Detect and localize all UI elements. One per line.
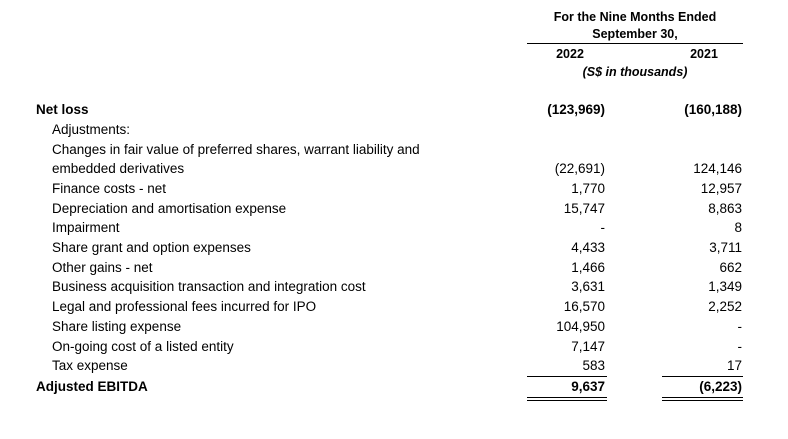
row-net-loss-2022: (123,969) xyxy=(547,102,605,117)
row-finance-costs-label: Finance costs - net xyxy=(52,181,167,196)
row-fair-value-2022: (22,691) xyxy=(554,161,605,176)
row-share-listing-2021: - xyxy=(737,319,742,334)
row-impairment-2022: - xyxy=(600,220,605,235)
period-title-line2: September 30, xyxy=(592,27,678,41)
units-label: (S$ in thousands) xyxy=(582,65,688,79)
row-adjusted-ebitda-2021: (6,223) xyxy=(699,379,742,394)
row-other-gains-2022: 1,466 xyxy=(571,260,605,275)
row-ongoing-cost-2021: - xyxy=(737,339,742,354)
row-other-gains-2021: 662 xyxy=(719,260,742,275)
subtotal-rule-2022 xyxy=(527,376,607,377)
total-double-rule-2022-b xyxy=(527,400,607,401)
row-fair-value-2021: 124,146 xyxy=(693,161,742,176)
row-ongoing-cost-label: On-going cost of a listed entity xyxy=(52,339,234,354)
year-2022-header: 2022 xyxy=(556,47,584,61)
total-double-rule-2021-a xyxy=(662,397,743,398)
row-share-listing-label: Share listing expense xyxy=(52,319,182,334)
row-depreciation-label: Depreciation and amortisation expense xyxy=(52,201,287,216)
row-impairment-label: Impairment xyxy=(52,220,120,235)
row-share-grant-2021: 3,711 xyxy=(709,240,742,255)
total-double-rule-2021-b xyxy=(662,400,743,401)
row-depreciation-2021: 8,863 xyxy=(708,201,742,216)
row-finance-costs-2021: 12,957 xyxy=(700,181,742,196)
period-title-line1: For the Nine Months Ended xyxy=(553,10,717,24)
row-legal-fees-label: Legal and professional fees incurred for IPO xyxy=(52,299,317,314)
row-business-acq-2022: 3,631 xyxy=(571,279,605,294)
row-adjusted-ebitda-label: Adjusted EBITDA xyxy=(36,379,148,394)
row-impairment-2021: 8 xyxy=(734,220,742,235)
row-business-acq-label: Business acquisition transaction and integration cost xyxy=(52,279,366,294)
row-fair-value-label-line2: embedded derivatives xyxy=(52,161,185,176)
row-ongoing-cost-2022: 7,147 xyxy=(571,339,605,354)
row-tax-expense-2022: 583 xyxy=(582,358,605,373)
row-share-grant-label: Share grant and option expenses xyxy=(52,240,251,255)
row-share-listing-2022: 104,950 xyxy=(556,319,605,334)
row-finance-costs-2022: 1,770 xyxy=(571,181,605,196)
row-net-loss-2021: (160,188) xyxy=(684,102,742,117)
row-adjusted-ebitda-2022: 9,637 xyxy=(571,379,605,394)
row-tax-expense-label: Tax expense xyxy=(52,358,128,373)
row-adjustments-label: Adjustments: xyxy=(52,122,131,137)
row-net-loss-label: Net loss xyxy=(36,102,89,117)
row-business-acq-2021: 1,349 xyxy=(708,279,742,294)
total-double-rule-2022-a xyxy=(527,397,607,398)
row-share-grant-2022: 4,433 xyxy=(571,240,605,255)
row-legal-fees-2022: 16,570 xyxy=(563,299,605,314)
header-rule xyxy=(527,43,743,44)
subtotal-rule-2021 xyxy=(662,376,743,377)
row-depreciation-2022: 15,747 xyxy=(563,201,605,216)
row-legal-fees-2021: 2,252 xyxy=(708,299,742,314)
row-other-gains-label: Other gains - net xyxy=(52,260,153,275)
row-tax-expense-2021: 17 xyxy=(726,358,742,373)
year-2021-header: 2021 xyxy=(690,47,718,61)
row-fair-value-label-line1: Changes in fair value of preferred shares, warrant liability and xyxy=(52,142,420,157)
